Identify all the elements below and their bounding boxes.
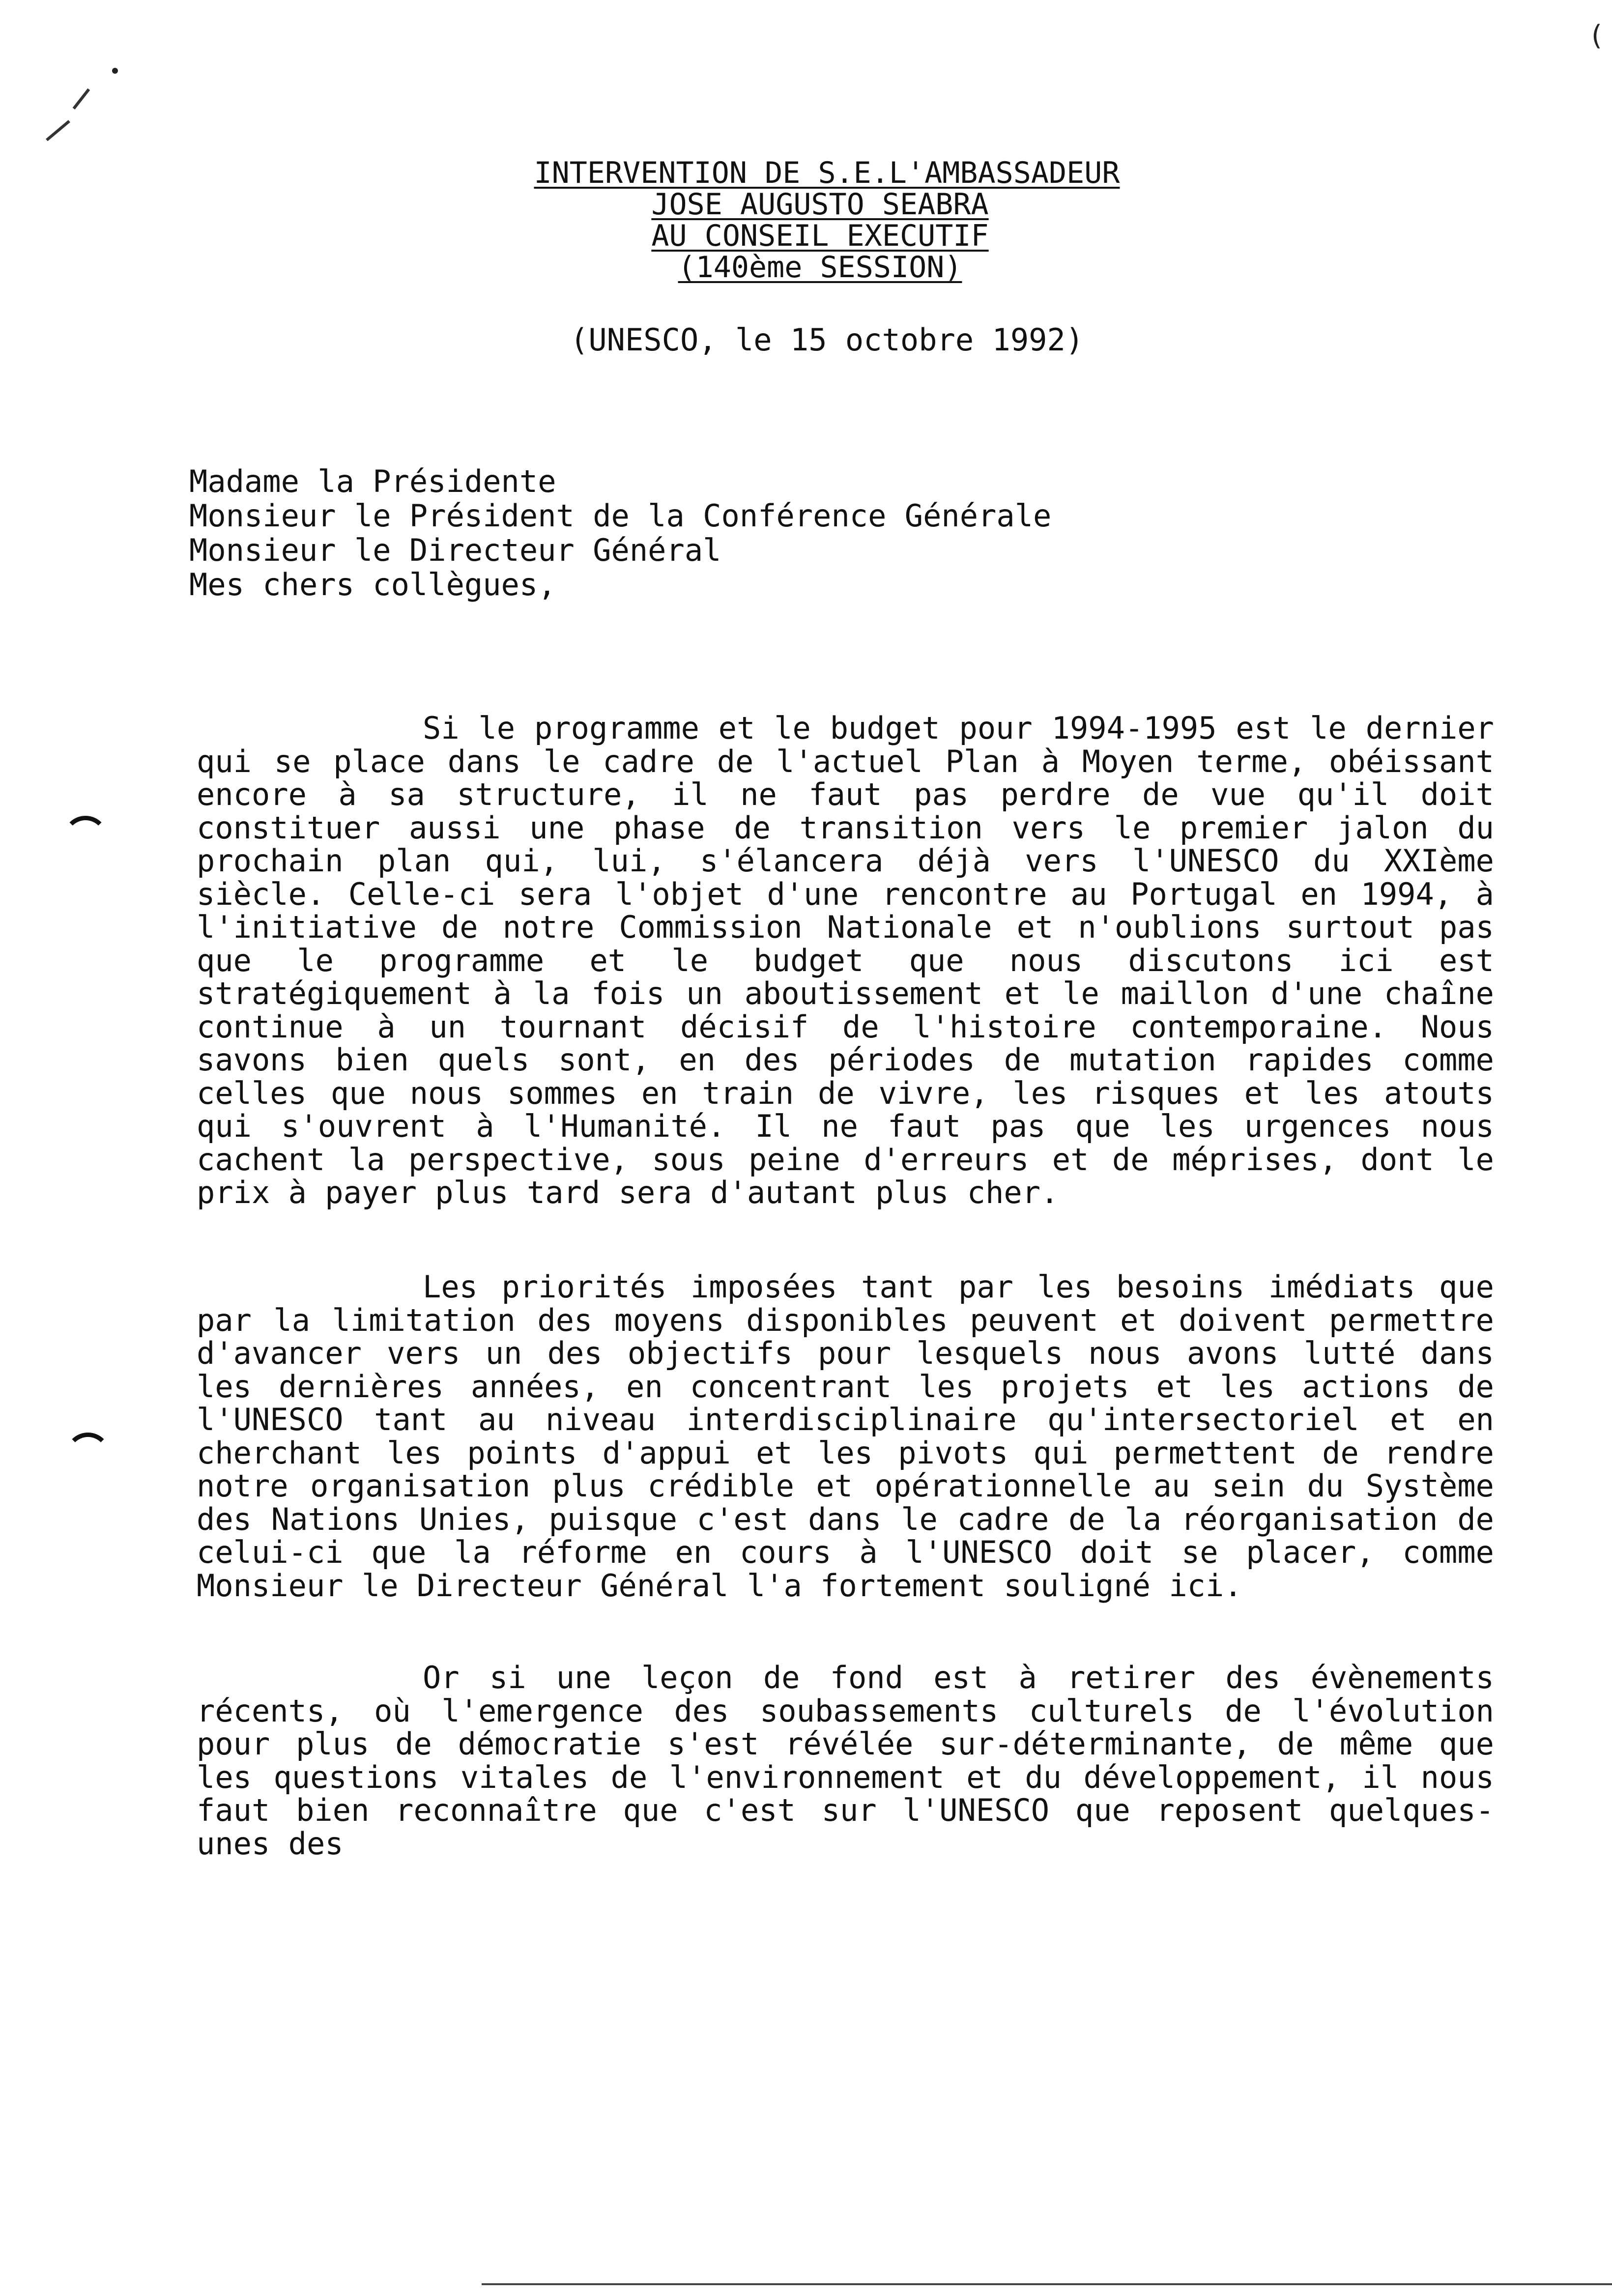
ink-stroke-mark — [46, 120, 70, 141]
title-line: JOSE AUGUSTO SEABRA — [651, 187, 989, 222]
document-title — [0, 157, 1612, 283]
margin-mark: ( — [1591, 20, 1602, 52]
dateline: (UNESCO, le 15 octobre 1992) — [570, 322, 1084, 358]
title-line: AU CONSEIL EXECUTIF — [651, 219, 989, 253]
salutation-line: Madame la Présidente — [189, 463, 556, 499]
punch-hole-mark — [65, 1433, 111, 1478]
title-line: (140ème SESSION) — [678, 250, 962, 285]
body-paragraph: Si le programme et le budget pour 1994-1995 est le dernier qui se place dans le cadre de l'actuel Plan à Moyen terme, obéissant encore à sa structure, il ne faut pas perdre de vue qu'il doit constituer aussi une phase de transition vers le premier jalon du prochain plan qui, lui, s'élancera déjà vers l'UNESCO du XXIème siècle. Celle-ci sera l'objet d'une rencontre au Portugal en 1994, à l'initiative de notre Commission Nationale et n'oublions surtout pas que le programme et le budget que nous discutons ici est stratégiquement à la fois un aboutissement et le maillon d'une chaîne continue à un tournant décisif de l'histoire contemporaine. Nous savons bien quels sont, en des périodes de mutation rapides comme celles que nous sommes en train de vivre, les risques et les atouts qui s'ouvrent à l'Humanité. Il ne faut pas que les urgences nous cachent la perspective, sous peine d'erreurs et de méprises, dont le prix à payer plus tard sera d'autant plus cher. — [197, 710, 1494, 1210]
salutation-line: Monsieur le Directeur Général — [189, 532, 721, 568]
ink-stroke-mark — [73, 88, 90, 110]
body-paragraph: Les priorités imposées tant par les besoins imédiats que par la limitation des moyens disponibles peuvent et doivent permettre d'avancer vers un des objectifs pour lesquels nous avons lutté dans les dernières années, en concentrant les projets et les actions de l'UNESCO tant au niveau interdisciplinaire qu'intersectoriel et en cherchant les points d'appui et les pivots qui permettent de rendre notre organisation plus crédible et opérationnelle au sein du Système des Nations Unies, puisque c'est dans le cadre de la réorganisation de celui-ci que la réforme en cours à l'UNESCO doit se placer, comme Monsieur le Directeur Général l'a fortement souligné ici. — [197, 1269, 1494, 1604]
salutation-line: Mes chers collègues, — [189, 567, 556, 603]
salutation-line: Monsieur le Président de la Conférence Générale — [189, 498, 1052, 534]
body-paragraph: Or si une leçon de fond est à retirer des évènements récents, où l'emergence des soubassements culturels de l'évolution pour plus de démocratie s'est révélée sur-déterminante, de même que les questions vitales de l'environnement et du développement, il nous faut bien reconnaître que c'est sur l'UNESCO que reposent quelques-unes des — [197, 1660, 1494, 1862]
title-line: INTERVENTION DE S.E.L'AMBASSADEUR — [534, 156, 1120, 190]
scan-edge-line — [482, 2283, 1612, 2285]
punch-hole-mark — [63, 816, 108, 861]
salutation-block — [189, 464, 1051, 602]
ink-dot-mark — [112, 68, 118, 74]
